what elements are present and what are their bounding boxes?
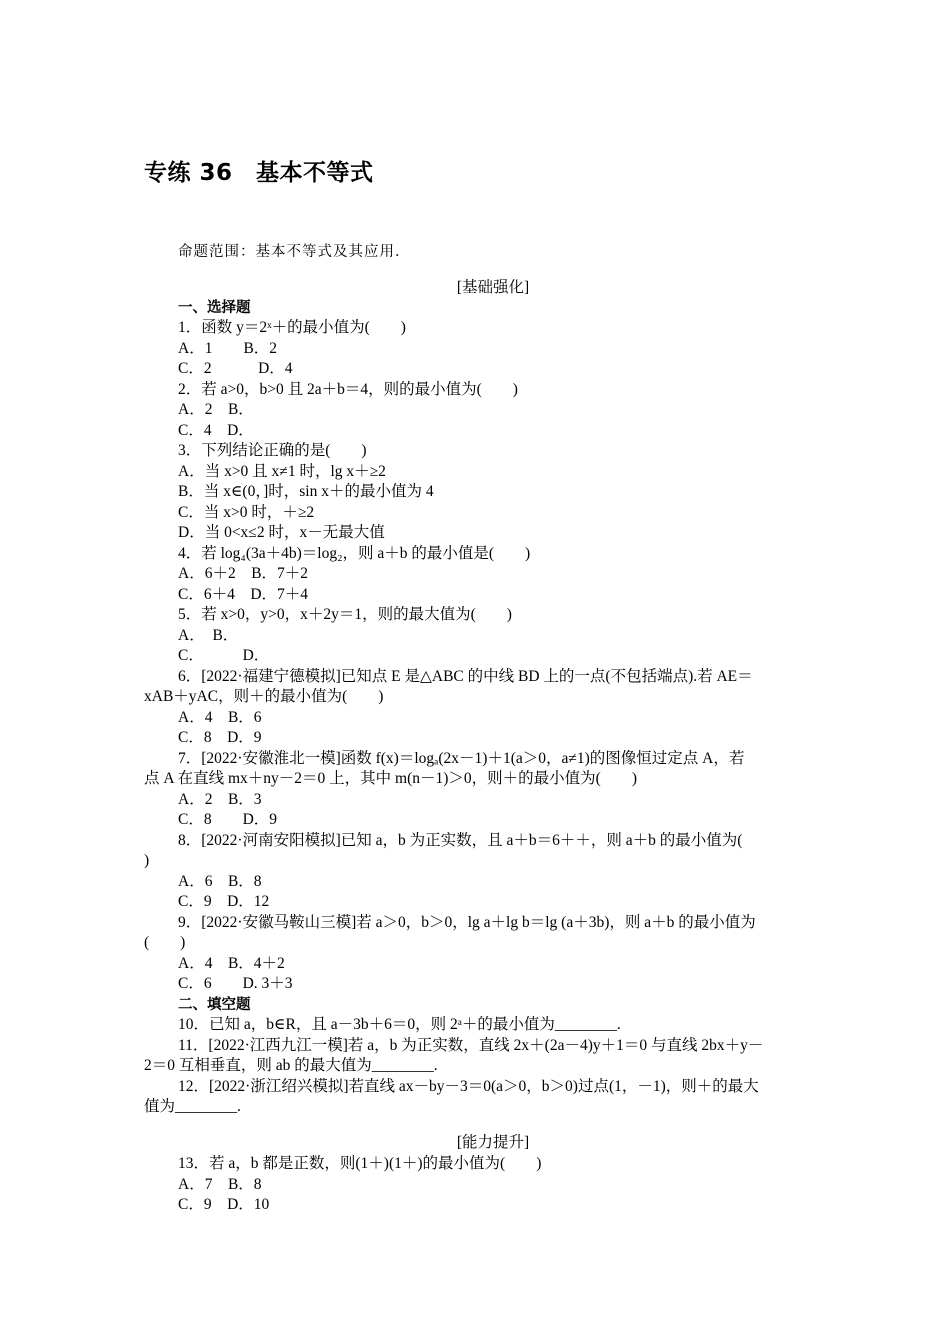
page-title: 专练 36 基本不等式 [144, 160, 374, 186]
text-line: A．4 B．4＋2 [178, 955, 285, 972]
text-line: xAB＋yAC，则＋的最小值为( ) [144, 688, 384, 705]
text-line: A．2 B．3 [178, 791, 262, 808]
text-line: A．2 B． [178, 401, 254, 418]
text-line: A．6＋2 B．7＋2 [178, 565, 309, 582]
text-line: A．6 B．8 [178, 873, 262, 890]
text-line: 10．已知 a，b∈R，且 a－3b＋6＝0，则 2ᵃ＋的最小值为________. [178, 1016, 621, 1033]
text-line: 5．若 x>0，y>0，x＋2y＝1，则的最大值为( ) [178, 606, 512, 623]
text-line: C．8 D．9 [178, 729, 262, 746]
text-line: C．8 D．9 [178, 811, 278, 828]
text-line: 值为________. [144, 1098, 241, 1115]
text-line: A．7 B．8 [178, 1176, 262, 1193]
text-line: 12．[2022·浙江绍兴模拟]若直线 ax－by－3＝0(a＞0，b＞0)过点(1，－1)，则＋的最大 [178, 1078, 759, 1095]
text-line: C．6＋4 D．7＋4 [178, 586, 309, 603]
text-line: 6．[2022·福建宁德模拟]已知点 E 是△ABC 的中线 BD 上的一点(不包括端点).若 AE＝ [178, 668, 753, 685]
text-line: A．1 B．2 [178, 340, 278, 357]
text-line: C．4 D． [178, 422, 254, 439]
text-line: ) [144, 852, 150, 869]
text-line: C．2 D．4 [178, 360, 293, 377]
text-line: ( ) [144, 934, 186, 951]
text-line: C．6 D. 3＋3 [178, 975, 293, 992]
text-line: C． D． [178, 647, 270, 664]
text-line: 7．[2022·安徽淮北一模]函数 f(x)＝logₐ(2x－1)＋1(a＞0，a≠1)的图像恒过定点 A，若 [178, 750, 745, 767]
text-line: 2．若 a>0，b>0 且 2a＋b＝4，则的最小值为( ) [178, 381, 518, 398]
text-line: A．当 x>0 且 x≠1 时，lg x＋≥2 [178, 463, 386, 480]
text-line: 9．[2022·安徽马鞍山三模]若 a＞0，b＞0，lg a＋lg b＝lg (a＋3b)，则 a＋b 的最小值为 [178, 914, 756, 931]
text-line: D．当 0<x≤2 时，x－无最大值 [178, 524, 385, 541]
text-line: B．当 x∈(0，]时，sin x＋的最小值为 4 [178, 483, 434, 500]
text-line: 2＝0 互相垂直，则 ab 的最大值为________. [144, 1057, 438, 1074]
text-line: A．4 B．6 [178, 709, 262, 726]
text-line: 1．函数 y＝2ˣ＋的最小值为( ) [178, 319, 406, 336]
text-line: 4．若 log₄(3a＋4b)＝log₂，则 a＋b 的最小值是( ) [178, 545, 531, 562]
text-line: C．9 D．12 [178, 893, 270, 910]
text-line: C．9 D．10 [178, 1196, 270, 1213]
topic-scope: 命题范围：基本不等式及其应用． [178, 244, 411, 260]
text-line: 11．[2022·江西九江一模]若 a，b 为正实数，直线 2x＋(2a－4)y＋1＝0 与直线 2bx＋y－ [178, 1037, 764, 1054]
subsection-heading: [基础强化] [456, 279, 530, 296]
section-heading: 一、选择题 [178, 300, 251, 316]
text-line: 3．下列结论正确的是( ) [178, 442, 367, 459]
text-line: 8．[2022·河南安阳模拟]已知 a，b 为正实数，且 a＋b＝6＋＋，则 a＋b 的最小值为( [178, 832, 743, 849]
section-heading: 二、填空题 [178, 997, 251, 1013]
subsection-heading: [能力提升] [456, 1134, 530, 1151]
text-line: C．当 x>0 时，＋≥2 [178, 504, 315, 521]
text-line: A． B． [178, 627, 239, 644]
text-line: 点 A 在直线 mx＋ny－2＝0 上，其中 m(n－1)＞0，则＋的最小值为( ) [144, 770, 637, 787]
text-line: 13．若 a，b 都是正数，则(1＋)(1＋)的最小值为( ) [178, 1155, 542, 1172]
